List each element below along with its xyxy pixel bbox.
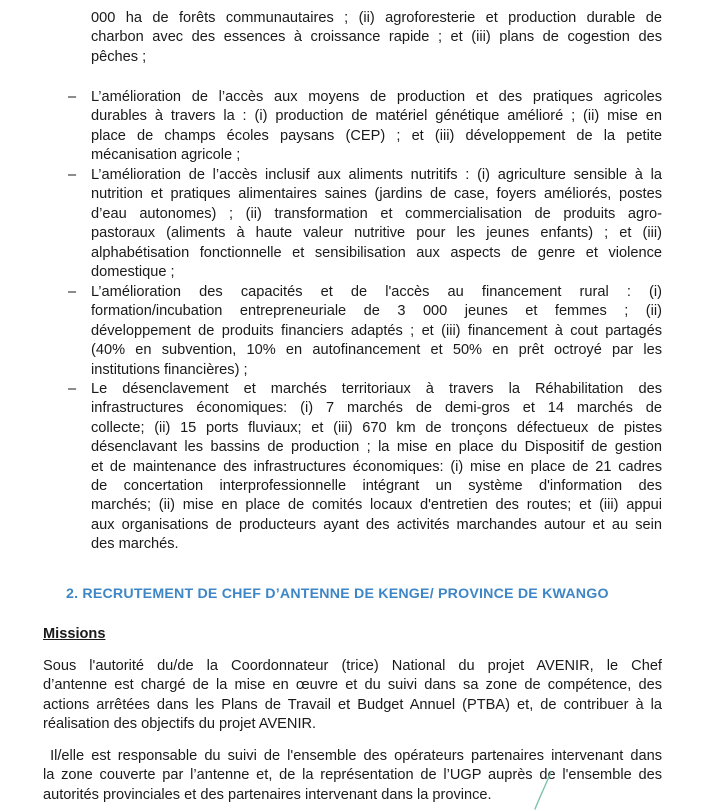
section-heading: 2. RECRUTEMENT DE CHEF D’ANTENNE DE KENGE/ PROVINCE DE KWANGO [66, 586, 609, 602]
pen-stroke-mark [515, 770, 555, 811]
missions-paragraph-1 [43, 657, 662, 735]
text-line: des marchés. [91, 536, 179, 553]
text-line: développement de produits financiers adaptés ; et (iii) financement à cout partagés [91, 322, 662, 339]
text-line: charbon avec des essences à croissance rapide ; et (iii) plans de cogestion des [91, 29, 662, 46]
bullet-item [91, 88, 662, 166]
bullet-item [91, 380, 662, 555]
text-line: Le désenclavement et marchés territoriaux à travers la Réhabilitation des [91, 381, 662, 397]
intro-paragraph [91, 9, 662, 67]
text-line: autorités provinciales et des partenaires intervenant dans la province. [43, 786, 492, 803]
text-line: infrastructures économiques: (i) 7 marchés de demi-gros et 14 marchés de [91, 400, 662, 417]
text-line: aux organisations de producteurs ayant des activités marchandes autour et au sein [91, 516, 662, 533]
bullet-dash: – [68, 284, 77, 300]
text-line: nutrition et pratiques alimentaires saines (jardins de case, foyers améliorés, postes [91, 186, 662, 203]
text-line: L’amélioration des capacités et de l'accès au financement rural : (i) [91, 284, 662, 300]
text-line: marchés; (ii) mise en place de comités locaux d'entretien des routes; et (iii) appui [91, 497, 662, 514]
bullet-dash: – [68, 89, 77, 105]
text-line: réalisation des objectifs du projet AVENIR. [43, 716, 317, 733]
text-line: actions arrêtées dans les Plans de Travail et Budget Annuel (PTBA) et, de contribuer à la [43, 696, 662, 713]
text-line: (40% en subvention, 10% en autofinancement et 50% en prêt octroyé par les [91, 342, 662, 359]
text-line: et de maintenance des infrastructures économiques: (i) mise en place de 21 cadres [91, 458, 662, 475]
text-line: collecte; (ii) 15 ports fluviaux; et (iii) 670 km de tronçons défectueux de pistes [91, 419, 662, 436]
text-line: pastoraux (aliments à haute valeur nutritive pour les jeunes enfants) ; et (iii) [91, 225, 662, 242]
missions-label: Missions [43, 626, 106, 642]
text-line: domestique ; [91, 263, 175, 280]
text-line: mécanisation agricole ; [91, 147, 241, 164]
text-line: L’amélioration de l’accès inclusif aux aliments nutritifs : (i) agriculture sensible à la [91, 167, 662, 183]
bullet-item [91, 166, 662, 282]
text-line: Il/elle est responsable du suivi de l'ensemble des opérateurs partenaires intervenant dans [43, 748, 662, 764]
text-line: d’antenne est chargé de la mise en œuvre et du suivi dans sa zone de compétence, des [43, 677, 662, 694]
text-line: L’amélioration de l’accès aux moyens de production et des pratiques agricoles [91, 89, 662, 105]
missions-paragraph-2 [43, 747, 662, 805]
text-line: alphabétisation fonctionnelle et sensibilisation aux aspects de genre et violence [91, 244, 662, 261]
text-line: pêches ; [91, 48, 147, 65]
text-line: la zone couverte par l’antenne et, de la représentation de l’UGP auprès de l'ensemble des [43, 767, 662, 784]
bullet-item [91, 283, 662, 380]
text-line: durables à travers la : (i) production de matériel génétique amélioré ; (ii) mise en [91, 108, 662, 125]
bullet-dash: – [68, 167, 77, 183]
text-line: institutions financières) ; [91, 361, 248, 378]
text-line: 000 ha de forêts communautaires ; (ii) agroforesterie et production durable de [91, 10, 662, 26]
text-line: place de champs écoles paysans (CEP) ; et (iii) développement de la petite [91, 127, 662, 144]
text-line: désenclavant les bassins de production ; la mise en place du Dispositif de gestion [91, 439, 662, 456]
bullet-dash: – [68, 381, 77, 397]
text-line: de concertation interprofessionnelle intégrant un système d'information des [91, 477, 662, 494]
text-line: d’eau autonomes) ; (ii) transformation et commercialisation de produits agro- [91, 205, 662, 222]
text-line: formation/incubation entrepreneuriale de 3 000 jeunes et femmes ; (ii) [91, 303, 662, 320]
text-line: Sous l'autorité du/de la Coordonnateur (trice) National du projet AVENIR, le Chef [43, 658, 662, 674]
